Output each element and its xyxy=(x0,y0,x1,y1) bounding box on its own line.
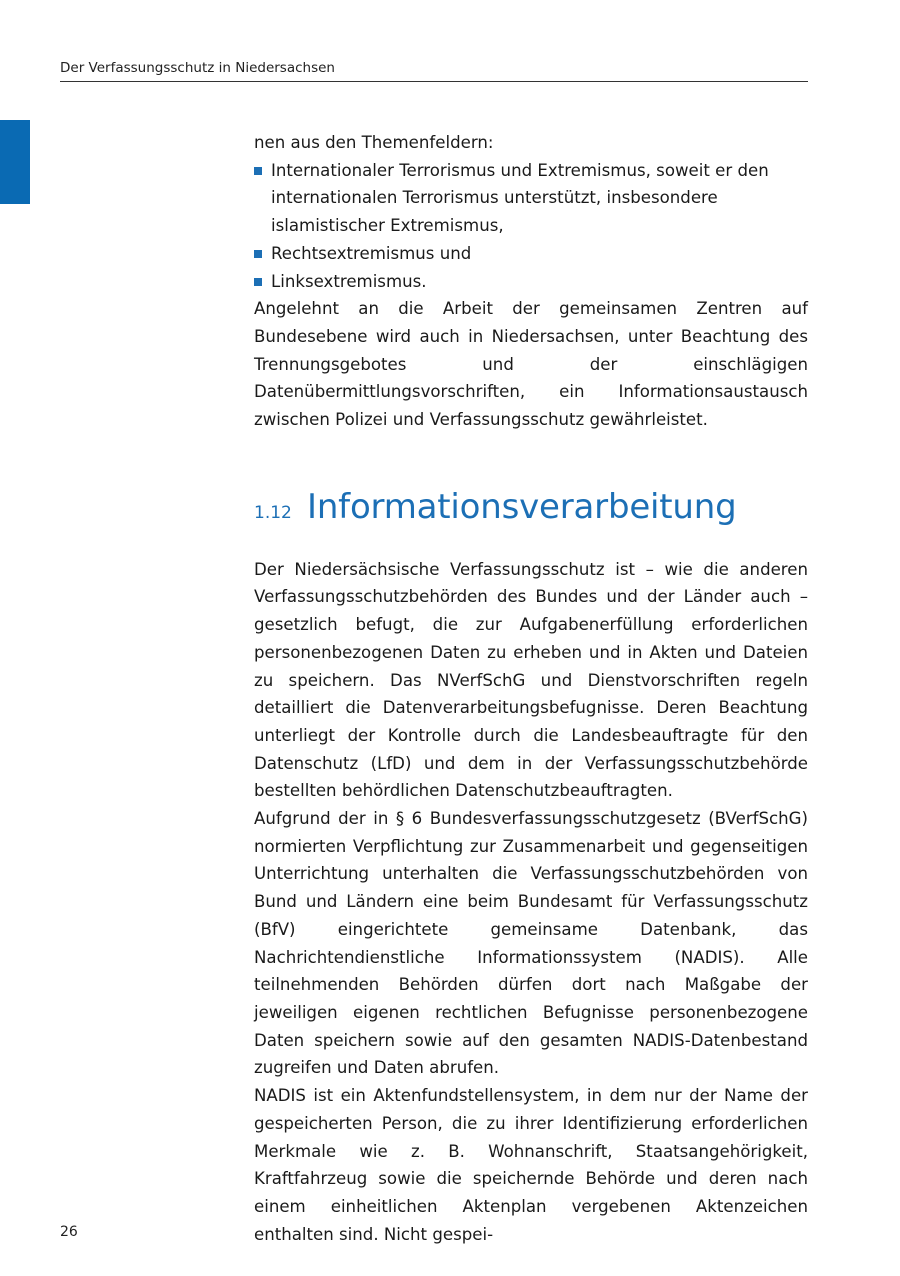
square-bullet-icon xyxy=(254,250,262,258)
section-title: Informationsverarbeitung xyxy=(307,486,737,527)
section-heading xyxy=(254,478,808,536)
page-body xyxy=(254,129,808,1248)
square-bullet-icon xyxy=(254,167,262,175)
lead-in-text: nen aus den Themenfeldern: xyxy=(254,133,494,152)
body-paragraph: Aufgrund der in § 6 Bundesverfassungsschutzgesetz (BVerfSchG) normierten Verpflichtung zur Zusammenarbeit und gegenseitigen Unterrichtung unterhalten die Verfassungsschutzbehörden von Bund und Ländern eine beim Bundesamt für Verfassungsschutz (BfV) eingerichtete gemeinsame Datenbank, das Nachrichtendienstliche Informationssystem (NADIS). Alle teilnehmenden Behörden dürfen dort nach Maßgabe der jeweiligen eigenen rechtlichen Befugnisse personenbezogene Daten speichern sowie auf den gesamten NADIS-Datenbestand zugreifen und Daten abrufen. xyxy=(254,809,808,1078)
section-number: 1.12 xyxy=(254,502,292,523)
running-header: Der Verfassungsschutz in Niedersachsen xyxy=(60,60,335,76)
list-item-text: Linksextremismus. xyxy=(271,271,427,291)
list-item xyxy=(254,157,808,240)
list-item xyxy=(254,240,808,268)
list-item-text: Rechtsextremismus und xyxy=(271,243,472,263)
body-paragraph: Der Niedersächsische Verfassungsschutz ist – wie die anderen Verfassungsschutzbehörden des Bundes und der Länder auch – gesetzlich befugt, die zur Aufgabenerfüllung erforderlichen personenbezogenen Daten zu erheben und in Akten und Dateien zu speichern. Das NVerfSchG und Dienstvorschriften regeln detailliert die Datenverarbeitungsbefugnisse. Deren Beachtung unterliegt der Kontrolle durch die Landesbeauftragte für den Datenschutz (LfD) und dem in der Verfassungsschutzbehörde bestellten behördlichen Datenschutzbeauftragten. xyxy=(254,559,808,801)
list-item xyxy=(254,268,808,296)
intro-paragraph: Angelehnt an die Arbeit der gemeinsamen Zentren auf Bundesebene wird auch in Niedersachsen, unter Beachtung des Trennungsgebotes und der einschlägigen Datenübermittlungsvorschriften, ein Informationsaustausch zwischen Polizei und Verfassungsschutz gewährleistet. xyxy=(254,299,808,430)
list-item-text: Internationaler Terrorismus und Extremismus, soweit er den internationalen Terrorismus unterstützt, insbesondere islamistischer Extremismus, xyxy=(271,160,769,236)
body-paragraph: NADIS ist ein Aktenfundstellensystem, in dem nur der Name der gespeicherten Person, die zu ihrer Identifizierung erforderlichen Merkmale wie z. B. Wohnanschrift, Staatsangehörigkeit, Kraftfahrzeug sowie die speichernde Behörde und deren nach einem einheitlichen Aktenplan vergebenen Aktenzeichen enthalten sind. Nicht gespei- xyxy=(254,1086,808,1244)
square-bullet-icon xyxy=(254,278,262,286)
page-number: 26 xyxy=(60,1224,78,1240)
topic-list xyxy=(254,157,808,296)
chapter-side-tab xyxy=(0,120,30,204)
header-rule xyxy=(60,81,808,82)
